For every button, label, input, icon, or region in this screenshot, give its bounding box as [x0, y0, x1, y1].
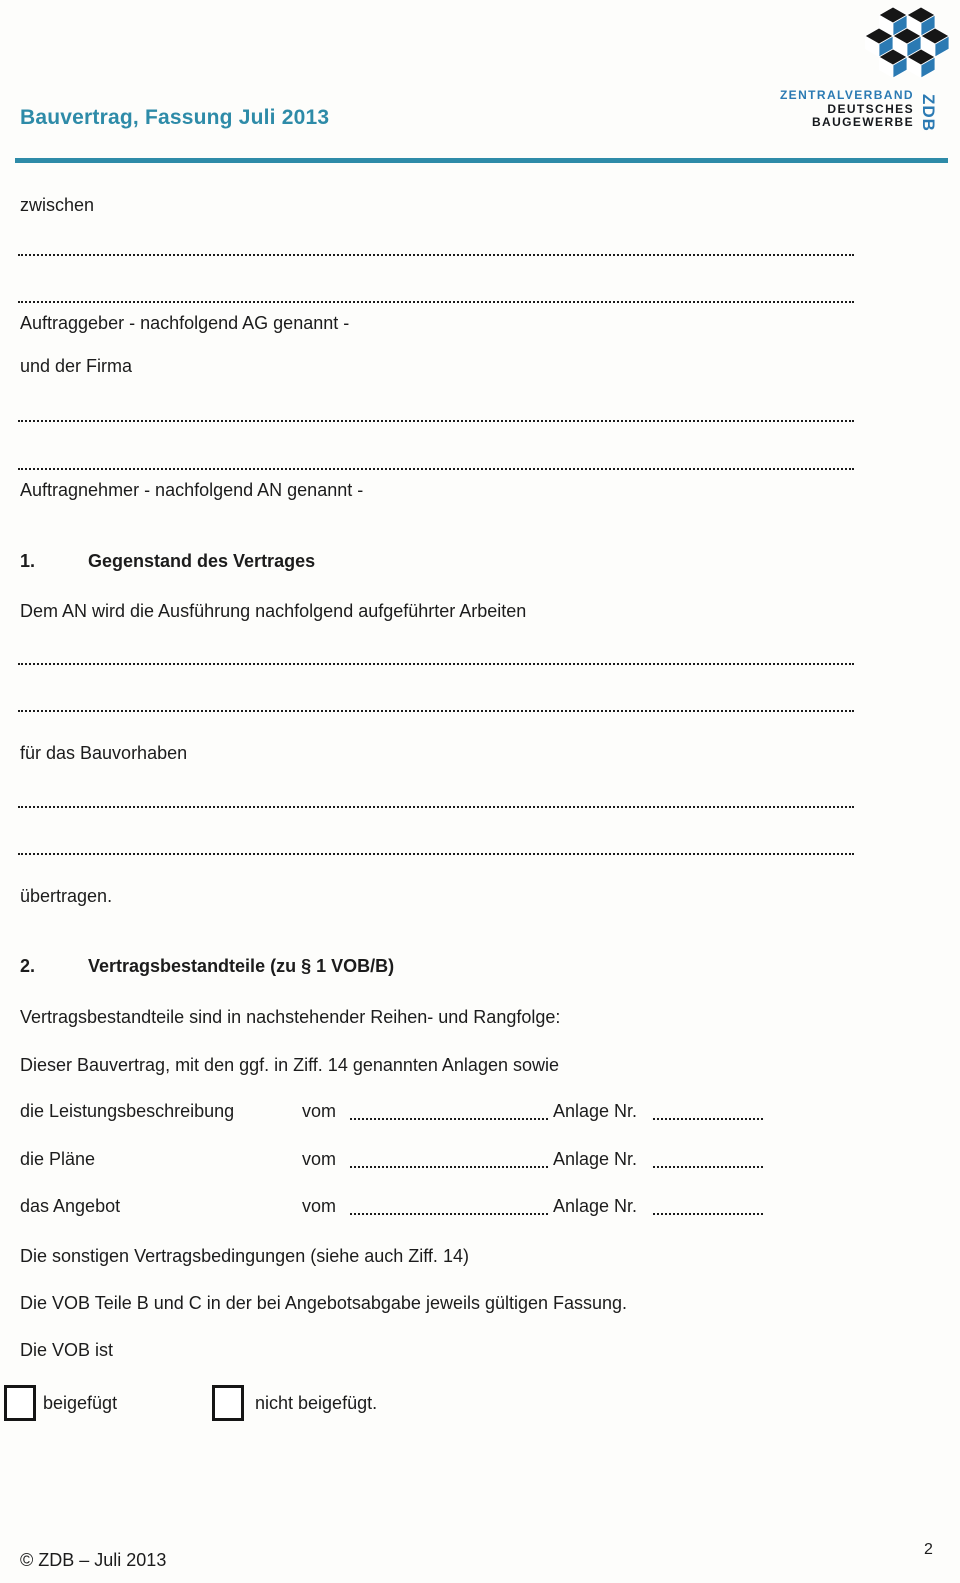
blank-fill-line-bauvorhaben-2[interactable]	[18, 853, 854, 855]
section2-line3: Die VOB Teile B und C in der bei Angebotsabgabe jeweils gültigen Fassung.	[20, 1293, 628, 1313]
attachment-label: die Leistungsbeschreibung	[20, 1101, 235, 1121]
section2-line1: Dieser Bauvertrag, mit den ggf. in Ziff. 14 genannten Anlagen sowie	[20, 1055, 559, 1075]
vom-label: vom	[302, 1149, 337, 1169]
document-title: Bauvertrag, Fassung Juli 2013	[20, 106, 330, 129]
section2-line2: Die sonstigen Vertragsbedingungen (siehe auch Ziff. 14)	[20, 1246, 469, 1266]
anlage-label: Anlage Nr.	[553, 1149, 638, 1169]
attachment-row-leistungsbeschreibung	[20, 1101, 820, 1125]
section2-number: 2.	[20, 956, 36, 976]
date-fill-field[interactable]	[350, 1118, 548, 1120]
attachment-label: das Angebot	[20, 1196, 121, 1216]
vom-label: vom	[302, 1101, 337, 1121]
zdb-cubes-icon	[853, 2, 953, 82]
logo-zdb-abbr: ZDB	[919, 94, 938, 132]
section2-line4: Die VOB ist	[20, 1340, 114, 1360]
section2-intro: Vertragsbestandteile sind in nachstehender Reihen- und Rangfolge:	[20, 1007, 561, 1027]
date-fill-field[interactable]	[350, 1166, 548, 1168]
logo-org-name	[780, 89, 914, 130]
vob-beigefuegt-checkbox[interactable]	[4, 1385, 36, 1421]
section2-title: Vertragsbestandteile (zu § 1 VOB/B)	[88, 956, 395, 976]
logo-org-line3: BAUGEWERBE	[811, 115, 914, 129]
section1-number: 1.	[20, 551, 36, 571]
bauvorhaben-label: für das Bauvorhaben	[20, 743, 188, 763]
section1-intro: Dem AN wird die Ausführung nachfolgend aufgeführter Arbeiten	[20, 601, 527, 621]
blank-fill-line-arbeiten-1[interactable]	[18, 663, 854, 665]
anlage-number-fill-field[interactable]	[653, 1118, 763, 1120]
copyright-text: © ZDB – Juli 2013	[20, 1550, 167, 1570]
page-number: 2	[924, 1541, 933, 1558]
anlage-label: Anlage Nr.	[553, 1101, 638, 1121]
section1-title: Gegenstand des Vertrages	[88, 551, 316, 571]
blank-fill-line-ag-2[interactable]	[18, 301, 854, 303]
blank-fill-line-bauvorhaben-1[interactable]	[18, 806, 854, 808]
date-fill-field[interactable]	[350, 1213, 548, 1215]
vom-label: vom	[302, 1196, 337, 1216]
blank-fill-line-ag-1[interactable]	[18, 254, 854, 256]
vob-beigefuegt-label: beigefügt	[43, 1393, 118, 1413]
anlage-number-fill-field[interactable]	[653, 1166, 763, 1168]
vob-nicht-beigefuegt-label: nicht beigefügt.	[255, 1393, 378, 1413]
und-der-firma-label: und der Firma	[20, 356, 133, 376]
header-divider	[15, 158, 948, 163]
blank-fill-line-an-2[interactable]	[18, 468, 854, 470]
auftragnehmer-label: Auftragnehmer - nachfolgend AN genannt -	[20, 480, 364, 500]
anlage-number-fill-field[interactable]	[653, 1213, 763, 1215]
vob-nicht-beigefuegt-checkbox[interactable]	[212, 1385, 244, 1421]
blank-fill-line-arbeiten-2[interactable]	[18, 710, 854, 712]
auftraggeber-label: Auftraggeber - nachfolgend AG genannt -	[20, 313, 350, 333]
logo-org-line1: ZENTRALVERBAND	[779, 88, 914, 102]
logo-org-line2: DEUTSCHES	[827, 101, 914, 116]
attachment-label: die Pläne	[20, 1149, 96, 1169]
attachment-row-angebot	[20, 1196, 820, 1220]
anlage-label: Anlage Nr.	[553, 1196, 638, 1216]
attachment-row-plaene	[20, 1149, 820, 1173]
zwischen-label: zwischen	[20, 195, 95, 215]
uebertragen-label: übertragen.	[20, 886, 113, 906]
blank-fill-line-an-1[interactable]	[18, 420, 854, 422]
